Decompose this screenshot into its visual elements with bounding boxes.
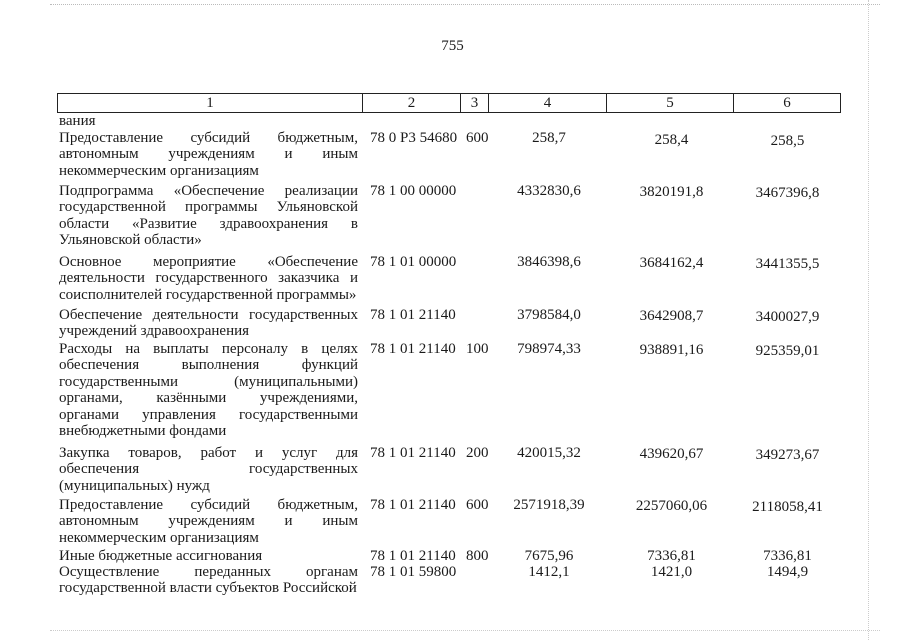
header-col-4: 4 — [489, 94, 607, 112]
row-type: 600 — [466, 497, 489, 513]
row-code: 78 1 00 00000 — [370, 183, 457, 199]
row-value-5: 3642908,7 — [639, 308, 704, 324]
row-type: 800 — [466, 548, 489, 564]
scan-edge-top — [50, 4, 880, 6]
row-value-5: 1421,0 — [650, 564, 693, 580]
row-value-6: 1494,9 — [766, 564, 809, 580]
row-name: Закупка товаров, работ и услуг для обеспечения государственных (муниципальных) нужд — [59, 445, 358, 494]
row-value-4: 1412,1 — [528, 564, 570, 580]
scan-edge-bottom — [50, 630, 880, 632]
row-value-6: 258,5 — [770, 133, 805, 149]
row-name: Осуществление переданных органам государственной власти субъектов Российской — [59, 564, 358, 597]
row-value-5: 938891,16 — [639, 342, 704, 358]
row-type: 100 — [466, 341, 489, 357]
row-value-6: 2118058,41 — [752, 499, 823, 515]
row-name: вания — [59, 113, 96, 129]
row-value-4: 420015,32 — [517, 445, 581, 461]
header-col-5: 5 — [607, 94, 734, 112]
row-value-6: 349273,67 — [755, 447, 820, 463]
row-code: 78 1 01 21140 — [370, 548, 456, 564]
row-value-4: 7675,96 — [524, 548, 574, 564]
header-col-3: 3 — [461, 94, 489, 112]
row-value-4: 4332830,6 — [517, 183, 581, 199]
table-header — [57, 93, 841, 113]
row-value-5: 258,4 — [654, 132, 689, 148]
row-value-5: 439620,67 — [639, 446, 704, 462]
scan-edge-right — [868, 0, 870, 640]
row-code: 78 0 Р3 54680 — [370, 130, 458, 146]
row-value-4: 258,7 — [532, 130, 566, 146]
row-value-5: 3820191,8 — [639, 184, 704, 200]
row-value-4: 3846398,6 — [517, 254, 581, 270]
row-code: 78 1 01 21140 — [370, 497, 456, 513]
row-name: Предоставление субсидий бюджетным, автономным учреждениям и иным некоммерческим организациям — [59, 130, 358, 179]
row-value-4: 2571918,39 — [513, 497, 585, 513]
row-type: 600 — [466, 130, 489, 146]
row-value-4: 798974,33 — [517, 341, 581, 357]
row-name: Основное мероприятие «Обеспечение деятельности государственного заказчика и соисполнителей государственной программы» — [59, 254, 358, 303]
row-name: Обеспечение деятельности государственных учреждений здравоохранения — [59, 307, 358, 340]
row-name: Иные бюджетные ассигнования — [59, 548, 263, 564]
row-value-6: 3441355,5 — [755, 256, 820, 272]
row-code: 78 1 01 21140 — [370, 307, 456, 323]
row-name: Подпрограмма «Обеспечение реализации государственной программы Ульяновской области «Развитие здравоохранения в Ульяновской области» — [59, 183, 358, 249]
header-col-6: 6 — [783, 95, 791, 111]
row-value-5: 3684162,4 — [639, 255, 704, 271]
row-code: 78 1 01 21140 — [370, 341, 456, 357]
header-col-2: 2 — [363, 94, 461, 112]
row-value-4: 3798584,0 — [517, 307, 581, 323]
row-value-6: 925359,01 — [755, 343, 820, 359]
page-number: 755 — [441, 38, 464, 54]
row-value-6: 3400027,9 — [755, 309, 820, 325]
row-name: Предоставление субсидий бюджетным, автономным учреждениям и иным некоммерческим организациям — [59, 497, 358, 546]
row-value-6: 3467396,8 — [755, 185, 820, 201]
row-value-5: 7336,81 — [647, 548, 696, 564]
row-code: 78 1 01 59800 — [370, 564, 457, 580]
row-name: Расходы на выплаты персоналу в целях обеспечения выполнения функций государственными (муниципальными) органами, казёнными учреждениями, органами управления государственными внебюджетными фондами — [59, 341, 358, 440]
row-code: 78 1 01 00000 — [370, 254, 457, 270]
row-type: 200 — [466, 445, 489, 461]
header-col-1: 1 — [58, 94, 363, 112]
row-value-6: 7336,81 — [763, 548, 812, 564]
row-value-5: 2257060,06 — [635, 498, 708, 514]
row-code: 78 1 01 21140 — [370, 445, 456, 461]
